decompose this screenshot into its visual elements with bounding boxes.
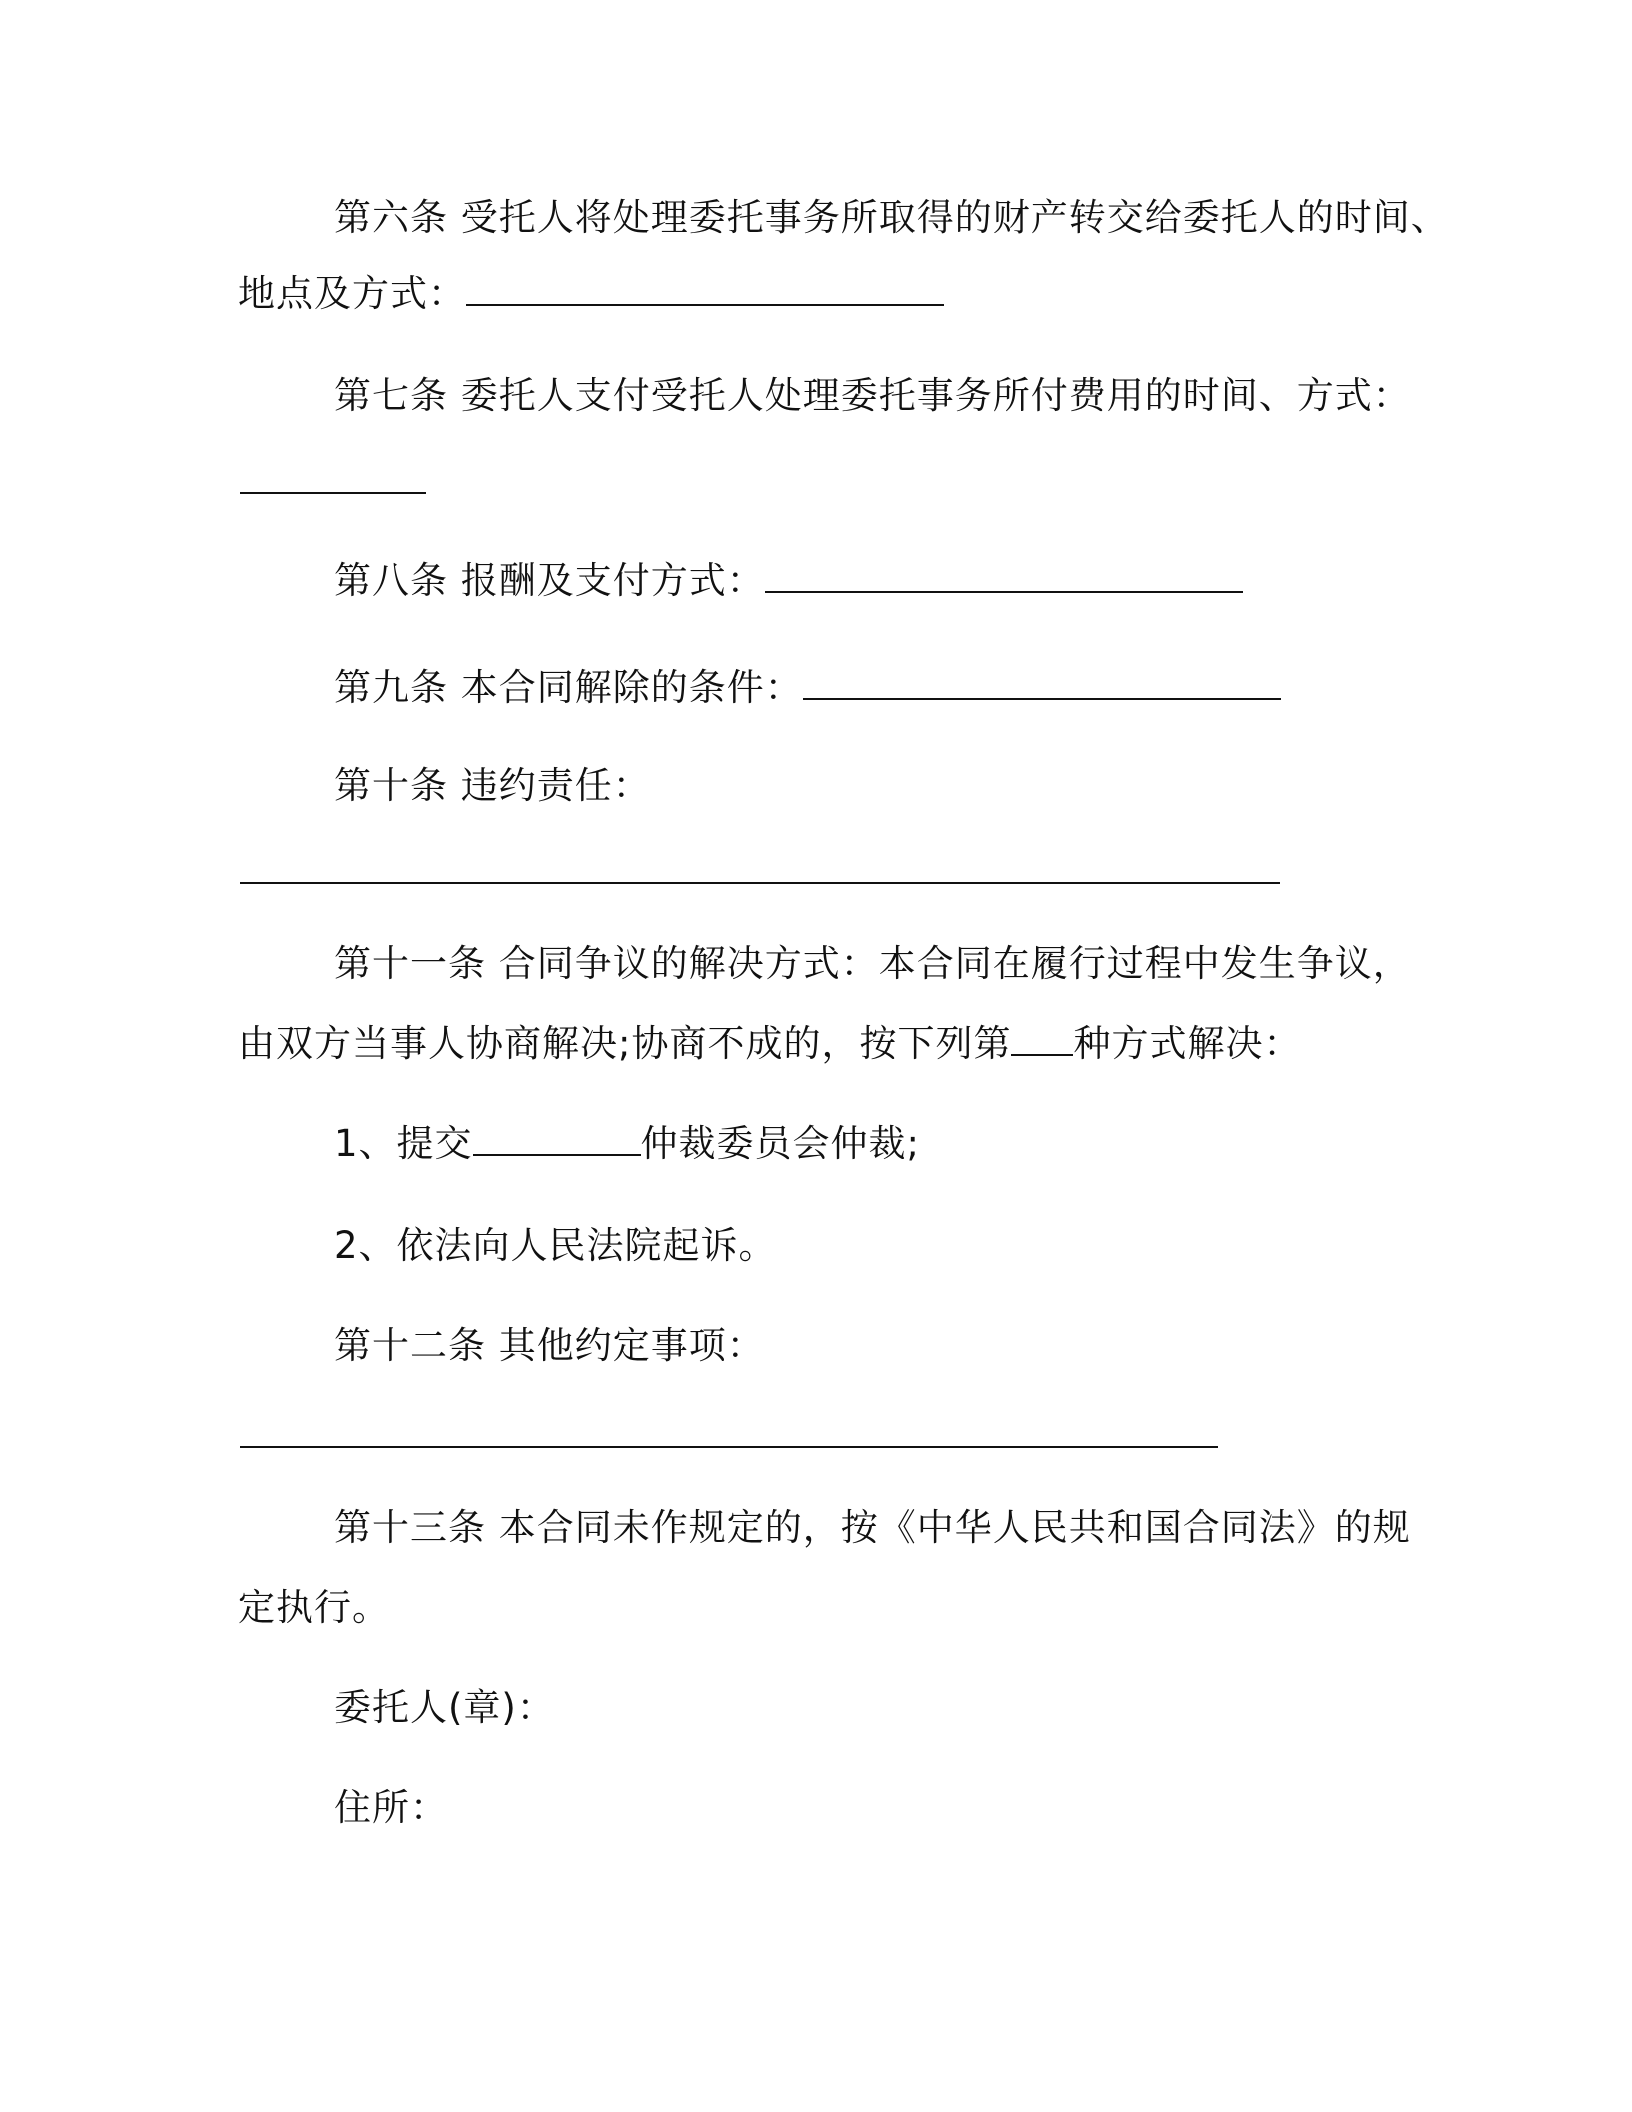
article-11-line-1: 第十一条 合同争议的解决方式：本合同在履行过程中发生争议， xyxy=(334,942,1411,985)
article-6-line-2: 地点及方式： xyxy=(238,270,944,318)
blank-line xyxy=(466,274,944,306)
article-9: 第九条 本合同解除的条件： xyxy=(334,664,1281,712)
principal-seal-label: 委托人(章)： xyxy=(334,1686,555,1729)
article-10: 第十条 违约责任： xyxy=(334,764,651,807)
article-11-line-2: 由双方当事人协商解决;协商不成的，按下列第 种方式解决： xyxy=(238,1022,1302,1065)
article-12: 第十二条 其他约定事项： xyxy=(334,1324,765,1367)
item-2: 2、依法向人民法院起诉。 xyxy=(334,1224,777,1267)
blank-line xyxy=(1011,1024,1073,1056)
article-7-line-1: 第七条 委托人支付受托人处理委托事务所付费用的时间、方式： xyxy=(334,374,1411,417)
article-8: 第八条 报酬及支付方式： xyxy=(334,557,1243,605)
article-13-line-2: 定执行。 xyxy=(238,1586,390,1629)
article-13-line-1: 第十三条 本合同未作规定的，按《中华人民共和国合同法》的规 xyxy=(334,1506,1411,1549)
blank-line xyxy=(803,668,1281,700)
article-6-line-1: 第六条 受托人将处理委托事务所取得的财产转交给委托人的时间、 xyxy=(334,196,1449,239)
blank-line xyxy=(765,561,1243,593)
item-1: 1、提交 仲裁委员会仲裁; xyxy=(334,1122,921,1165)
residence-label: 住所： xyxy=(334,1786,448,1829)
blank-line xyxy=(240,1446,1218,1448)
blank-line xyxy=(240,882,1280,884)
blank-line xyxy=(473,1124,641,1156)
blank-line xyxy=(240,492,426,494)
